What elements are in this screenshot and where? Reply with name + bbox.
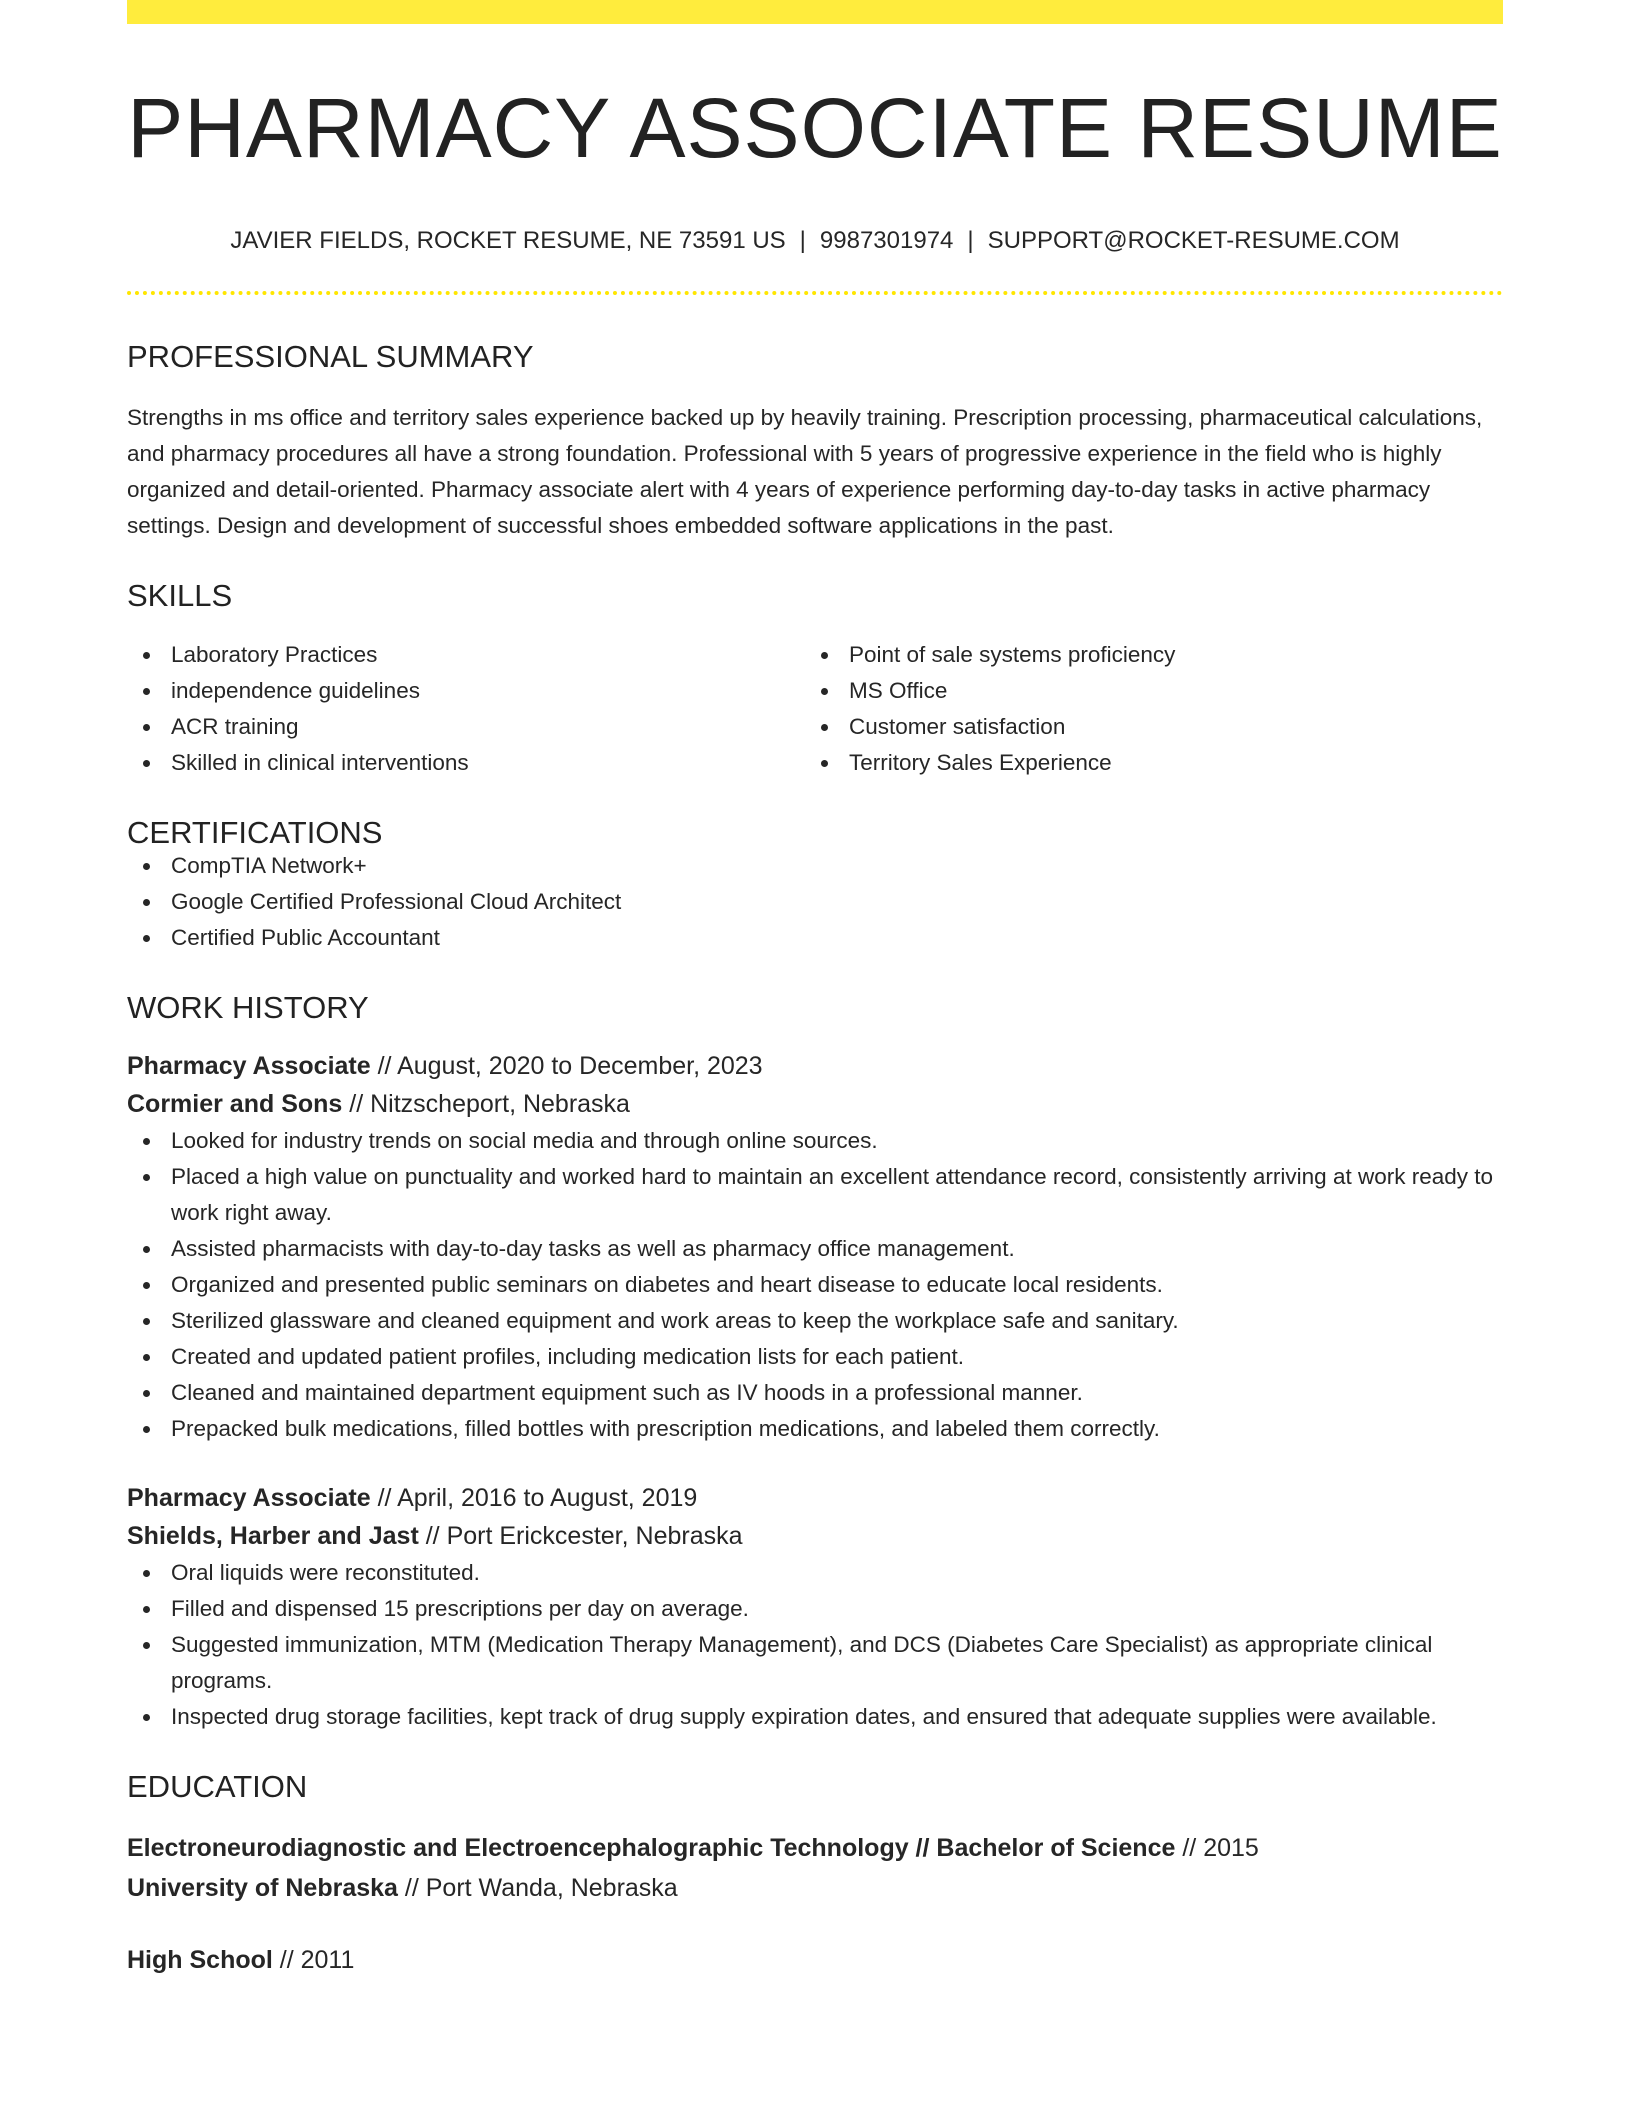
field-separator: // [342,1090,371,1118]
job-entry [127,1047,1503,1447]
contact-address: JAVIER FIELDS, ROCKET RESUME, NE 73591 US [230,227,786,254]
education-location: Port Wanda, Nebraska [425,1874,678,1902]
contact-email: SUPPORT@ROCKET-RESUME.COM [987,227,1400,254]
certification-item: CompTIA Network+ [127,848,1503,884]
job-company: Shields, Harber and Jast [127,1522,419,1550]
field-separator: // [272,1946,301,1974]
top-accent-bar [127,0,1503,24]
skill-item: ACR training [127,709,805,745]
job-bullet: Oral liquids were reconstituted. [127,1555,1503,1591]
job-bullet: Looked for industry trends on social media and through online sources. [127,1123,1503,1159]
field-separator: // [370,1484,398,1512]
resume-page [127,0,1503,1980]
skills-grid [127,637,1503,781]
work-history-heading: WORK HISTORY [127,990,369,1025]
job-bullet: Placed a high value on punctuality and worked hard to maintain an excellent attendance record, consistently arriving at work ready to work right away. [127,1159,1503,1231]
education-school-line [127,1868,1503,1908]
job-location: Port Erickcester, Nebraska [446,1522,743,1550]
education-entry [127,1940,1503,1980]
job-bullet-list [127,1123,1503,1447]
contact-line [127,229,1503,253]
job-bullet: Organized and presented public seminars on diabetes and heart disease to educate local residents. [127,1267,1503,1303]
job-bullet: Inspected drug storage facilities, kept track of drug supply expiration dates, and ensured that adequate supplies were available. [127,1699,1503,1735]
education-degree: High School [127,1946,273,1974]
skill-item: MS Office [805,673,1483,709]
job-title: Pharmacy Associate [127,1052,371,1080]
job-bullet: Prepacked bulk medications, filled bottles with prescription medications, and labeled them correctly. [127,1411,1503,1447]
skill-item: independence guidelines [127,673,805,709]
field-separator: // [418,1522,447,1550]
skills-column-right [805,637,1483,781]
education-degree-line [127,1828,1503,1868]
skill-item: Laboratory Practices [127,637,805,673]
education-degree-line [127,1940,1503,1980]
contact-phone: 9987301974 [819,227,954,254]
job-title-line [127,1047,1503,1085]
skills-column-left [127,637,805,781]
job-bullet: Suggested immunization, MTM (Medication Therapy Management), and DCS (Diabetes Care Specialist) as appropriate clinical programs. [127,1627,1503,1699]
job-company-line [127,1085,1503,1123]
certification-item: Certified Public Accountant [127,920,1503,956]
job-company: Cormier and Sons [127,1090,343,1118]
resume-title: PHARMACY ASSOCIATE RESUME [127,81,1503,175]
job-bullet: Created and updated patient profiles, including medication lists for each patient. [127,1339,1503,1375]
job-bullet-list [127,1555,1503,1735]
job-bullet: Sterilized glassware and cleaned equipment and work areas to keep the workplace safe and sanitary. [127,1303,1503,1339]
field-separator: // [397,1874,426,1902]
job-company-line [127,1517,1503,1555]
contact-separator: | [967,227,974,254]
education-year: 2015 [1203,1834,1259,1862]
education-entry [127,1828,1503,1908]
job-bullet: Filled and dispensed 15 prescriptions per day on average. [127,1591,1503,1627]
job-bullet: Assisted pharmacists with day-to-day tasks as well as pharmacy office management. [127,1231,1503,1267]
summary-text: Strengths in ms office and territory sales experience backed up by heavily training. Prescription processing, pharmaceutical calculations, and pharmacy procedures all have a strong foundation. Professional with 5 years of progressive experience in the field who is highly organized and detail-oriented. Pharmacy associate alert with 4 years of experience performing day-to-day tasks in active pharmacy settings. Design and development of successful shoes embedded software applications in the past. [127,405,1483,538]
skill-item: Territory Sales Experience [805,745,1483,781]
job-bullet: Cleaned and maintained department equipment such as IV hoods in a professional manner. [127,1375,1503,1411]
certifications-list [127,848,1503,956]
skill-item: Customer satisfaction [805,709,1483,745]
field-separator: // [1175,1834,1204,1862]
job-title: Pharmacy Associate [127,1484,371,1512]
job-dates: August, 2020 to December, 2023 [397,1052,763,1080]
education-school: University of Nebraska [127,1874,398,1902]
certifications-heading: CERTIFICATIONS [127,815,383,850]
education-year: 2011 [300,1946,355,1974]
job-dates: April, 2016 to August, 2019 [397,1484,698,1512]
skills-list-left [127,637,805,781]
skills-list-right [805,637,1483,781]
education-degree: Electroneurodiagnostic and Electroencephalographic Technology // Bachelor of Science [127,1834,1176,1862]
job-location: Nitzscheport, Nebraska [370,1090,630,1118]
education-heading: EDUCATION [127,1769,308,1804]
skill-item: Skilled in clinical interventions [127,745,805,781]
field-separator: // [370,1052,398,1080]
certification-item: Google Certified Professional Cloud Architect [127,884,1503,920]
skills-heading: SKILLS [127,578,233,613]
contact-separator: | [799,227,806,254]
dotted-divider [127,291,1503,295]
summary-heading: PROFESSIONAL SUMMARY [127,339,534,374]
job-title-line [127,1479,1503,1517]
job-entry [127,1479,1503,1735]
skill-item: Point of sale systems proficiency [805,637,1483,673]
